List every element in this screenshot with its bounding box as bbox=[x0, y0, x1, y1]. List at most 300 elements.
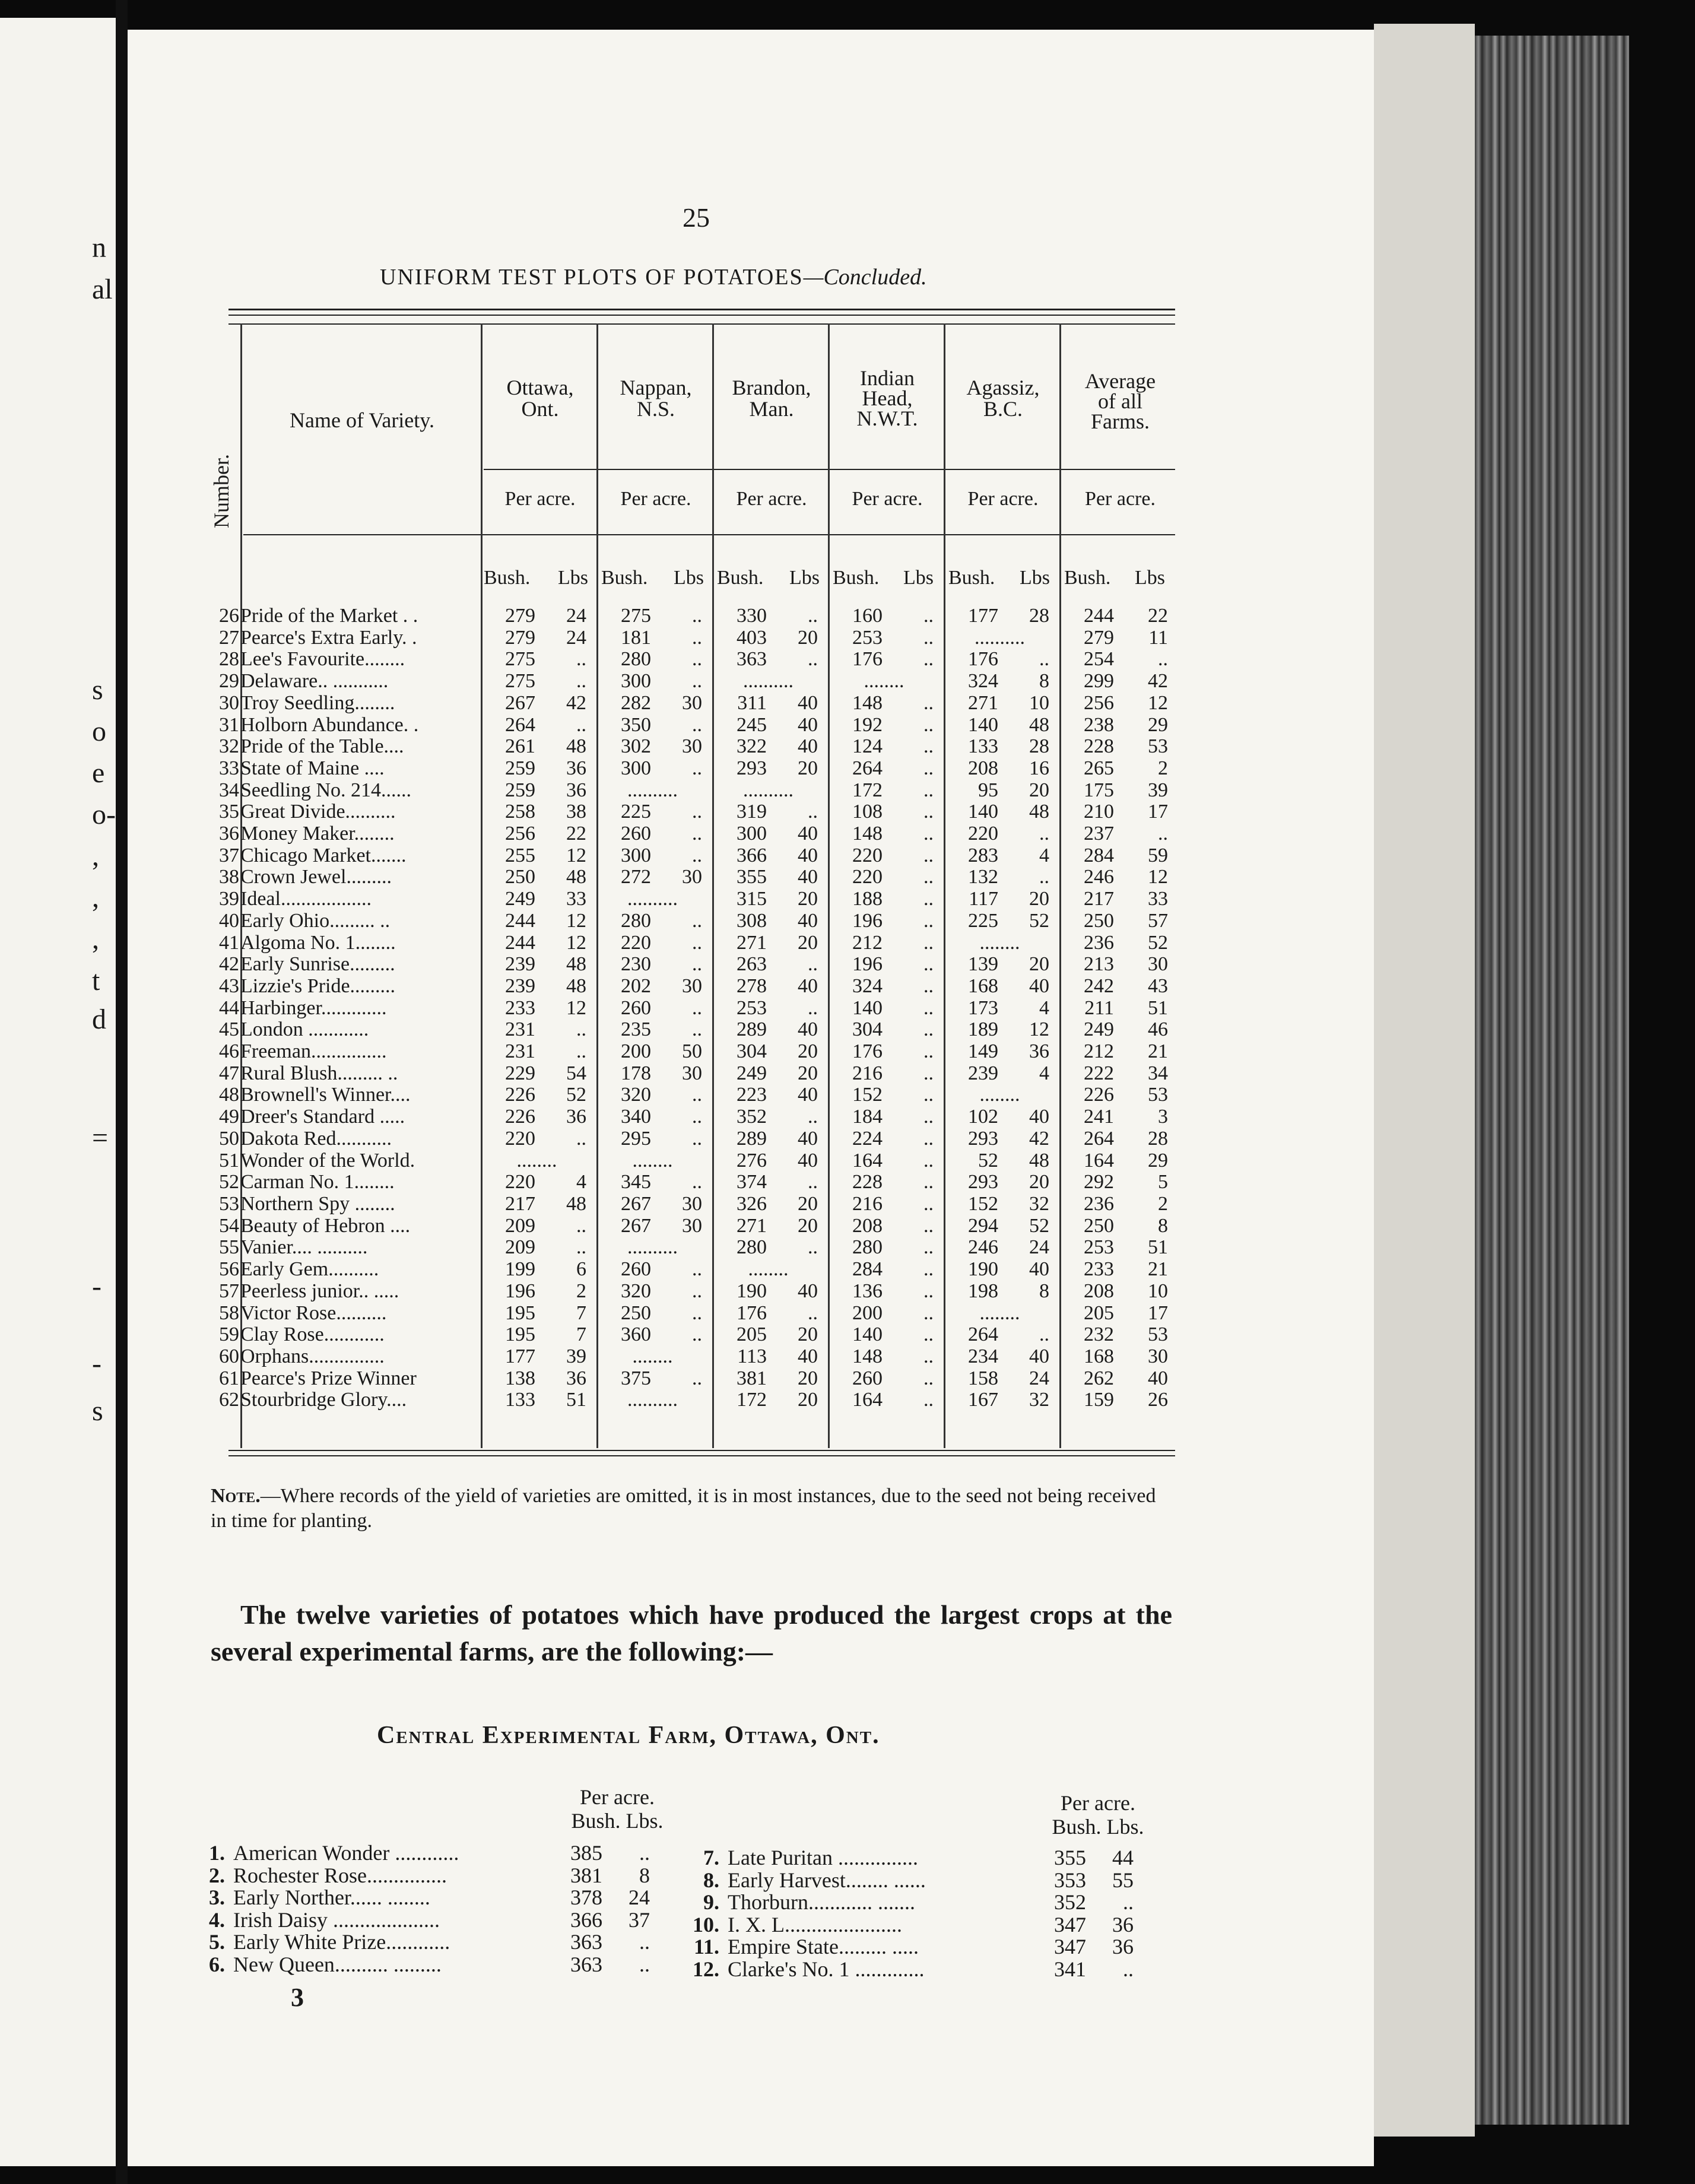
pounds-value: .. bbox=[923, 1214, 934, 1237]
table-row bbox=[211, 823, 1176, 845]
pounds-value: 42 bbox=[1029, 1127, 1049, 1150]
pounds-value: 8 bbox=[1039, 670, 1049, 693]
variety-name: Early White Prize............ bbox=[233, 1930, 450, 1954]
pounds-value: .. bbox=[923, 931, 934, 954]
pounds-value: 28 bbox=[1148, 1127, 1168, 1150]
bushels-value: 172 bbox=[737, 1389, 767, 1411]
pounds-value: 40 bbox=[798, 691, 818, 714]
variety-name: Early Norther...... ........ bbox=[233, 1885, 430, 1909]
pounds-value: .. bbox=[692, 1127, 702, 1150]
pounds-value: .. bbox=[923, 974, 934, 997]
row-number: 37 bbox=[219, 844, 239, 866]
bushels-value: 208 bbox=[968, 757, 998, 779]
pounds-value: 55 bbox=[1112, 1868, 1134, 1892]
variety-name: Brownell's Winner.... bbox=[240, 1084, 411, 1106]
pounds-value: 12 bbox=[1148, 866, 1168, 888]
bushels-value: 216 bbox=[852, 1062, 883, 1084]
variety-name: Dreer's Standard ..... bbox=[240, 1106, 405, 1128]
bushels-value: 190 bbox=[737, 1280, 767, 1302]
row-number: 42 bbox=[219, 953, 239, 976]
bushels-value: 279 bbox=[1084, 626, 1114, 649]
variety-name: Orphans............... bbox=[240, 1345, 385, 1367]
table-row bbox=[211, 1237, 1176, 1259]
bushels-value: 280 bbox=[621, 909, 651, 932]
bush-label: Bush. bbox=[484, 567, 531, 589]
bushels-value: 152 bbox=[968, 1192, 998, 1215]
pounds-value: 48 bbox=[566, 1192, 586, 1215]
pounds-value: 48 bbox=[566, 974, 586, 997]
variety-name: Ideal.................. bbox=[240, 888, 372, 910]
per-acre-label: Per acre. bbox=[620, 488, 691, 510]
bushels-value: 293 bbox=[968, 1127, 998, 1150]
row-number: 27 bbox=[219, 626, 239, 649]
rank-number: 3. bbox=[209, 1885, 225, 1909]
pounds-value: 44 bbox=[1112, 1846, 1134, 1869]
table-row bbox=[211, 649, 1176, 671]
bushels-value: 294 bbox=[968, 1214, 998, 1237]
row-number: 60 bbox=[219, 1345, 239, 1367]
left-page-fragment: al bbox=[92, 274, 113, 305]
variety-name: Victor Rose.......... bbox=[240, 1301, 387, 1324]
pounds-value: .. bbox=[692, 996, 702, 1019]
table-row bbox=[211, 1324, 1176, 1346]
bushels-value: 283 bbox=[968, 844, 998, 866]
pounds-value: .. bbox=[692, 801, 702, 823]
list-item bbox=[193, 1909, 650, 1932]
bushels-value: 264 bbox=[852, 757, 883, 779]
bushels-value: 244 bbox=[505, 931, 535, 954]
bushels-value: 228 bbox=[852, 1171, 883, 1193]
list-item bbox=[193, 1887, 650, 1909]
table-row bbox=[211, 1303, 1176, 1325]
left-page-fragment: e bbox=[92, 757, 105, 789]
row-number: 53 bbox=[219, 1192, 239, 1215]
pounds-value: .. bbox=[923, 1345, 934, 1367]
bushels-value: 261 bbox=[505, 735, 535, 758]
bushels-value: 189 bbox=[968, 1018, 998, 1041]
pounds-value: 30 bbox=[682, 866, 702, 888]
left-page-fragment: , bbox=[92, 882, 99, 913]
table-row bbox=[211, 1193, 1176, 1215]
bushels-value: 244 bbox=[505, 909, 535, 932]
bushels-value: 280 bbox=[737, 1236, 767, 1259]
top-varieties-list-left bbox=[193, 1842, 650, 1976]
pounds-value: .. bbox=[923, 866, 934, 888]
bushels-value: 175 bbox=[1084, 779, 1114, 801]
bushels-value: 217 bbox=[1084, 888, 1114, 910]
pounds-value: .. bbox=[808, 1171, 818, 1193]
bushels-value: .......... bbox=[627, 1236, 678, 1259]
pounds-value: 30 bbox=[682, 1214, 702, 1237]
bushels-value: 253 bbox=[852, 626, 883, 649]
row-number: 31 bbox=[219, 713, 239, 736]
variety-name: Rochester Rose............... bbox=[233, 1863, 447, 1887]
bushels-value: 177 bbox=[968, 605, 998, 627]
pounds-value: .. bbox=[1039, 1323, 1049, 1346]
pounds-value: .. bbox=[692, 1280, 702, 1302]
bushels-value: 299 bbox=[1084, 670, 1114, 693]
bushels-value: 275 bbox=[505, 648, 535, 671]
bushels-value: 148 bbox=[852, 823, 883, 845]
bushels-value: 176 bbox=[737, 1301, 767, 1324]
variety-name: Lee's Favourite........ bbox=[240, 648, 405, 671]
pounds-value: 17 bbox=[1148, 801, 1168, 823]
bushels-value: 260 bbox=[852, 1367, 883, 1389]
pounds-value: .. bbox=[923, 1236, 934, 1259]
row-number: 32 bbox=[219, 735, 239, 758]
bushels-value: 308 bbox=[737, 909, 767, 932]
pounds-value: 53 bbox=[1148, 1084, 1168, 1106]
header-average: Average of all Farms. bbox=[1084, 369, 1156, 433]
pounds-value: .. bbox=[1039, 823, 1049, 845]
pounds-value: 48 bbox=[1029, 801, 1049, 823]
table-note: Note.—Where records of the yield of varieties are omitted, it is in most instances, due to the seed not being received in time for planting. bbox=[211, 1485, 1156, 1532]
table-row bbox=[211, 1063, 1176, 1085]
pounds-value: .. bbox=[692, 1258, 702, 1281]
pounds-value: .. bbox=[923, 648, 934, 671]
pounds-value: 24 bbox=[1029, 1236, 1049, 1259]
row-number: 46 bbox=[219, 1040, 239, 1063]
bush-label: Bush. bbox=[1064, 567, 1111, 589]
pounds-value: 48 bbox=[566, 735, 586, 758]
pounds-value: 30 bbox=[682, 691, 702, 714]
variety-name: Empire State......... ..... bbox=[728, 1935, 919, 1958]
pounds-value: 53 bbox=[1148, 735, 1168, 758]
pounds-value: 40 bbox=[798, 909, 818, 932]
pounds-value: .. bbox=[576, 1127, 586, 1150]
bushels-value: .......... bbox=[627, 779, 678, 801]
row-number: 41 bbox=[219, 931, 239, 954]
pounds-value: 36 bbox=[1029, 1040, 1049, 1063]
bushels-value: 102 bbox=[968, 1106, 998, 1128]
bushels-value: 249 bbox=[737, 1062, 767, 1084]
pounds-value: .. bbox=[923, 691, 934, 714]
pounds-value: .. bbox=[808, 1301, 818, 1324]
pounds-value: .. bbox=[923, 1149, 934, 1172]
bushels-value: 265 bbox=[1084, 757, 1114, 779]
pounds-value: 24 bbox=[1029, 1367, 1049, 1389]
bushels-value: 217 bbox=[505, 1192, 535, 1215]
pounds-value: 40 bbox=[1029, 1106, 1049, 1128]
bushels-value: 176 bbox=[968, 648, 998, 671]
book-gutter bbox=[116, 0, 128, 2184]
pounds-value: 24 bbox=[566, 626, 586, 649]
pounds-value: 20 bbox=[798, 1367, 818, 1389]
pounds-value: 57 bbox=[1148, 909, 1168, 932]
page-number: 25 bbox=[683, 202, 710, 233]
bushels-value: ........ bbox=[979, 931, 1020, 954]
pounds-value: 40 bbox=[798, 1149, 818, 1172]
bushels-value: 320 bbox=[621, 1084, 651, 1106]
bushels-value: 52 bbox=[978, 1149, 998, 1172]
list-right-units: Bush. Lbs. bbox=[1052, 1815, 1144, 1839]
pounds-value: 30 bbox=[682, 1062, 702, 1084]
bushels-value: 352 bbox=[1054, 1890, 1086, 1914]
bushels-value: 140 bbox=[852, 996, 883, 1019]
pounds-value: .. bbox=[576, 670, 586, 693]
bushels-value: 241 bbox=[1084, 1106, 1114, 1128]
row-number: 28 bbox=[219, 648, 239, 671]
pounds-value: 34 bbox=[1148, 1062, 1168, 1084]
bushels-value: 271 bbox=[737, 931, 767, 954]
header-rule-bottom bbox=[243, 534, 1175, 535]
pounds-value: 51 bbox=[566, 1389, 586, 1411]
bushels-value: 244 bbox=[1084, 605, 1114, 627]
left-page-fragment: , bbox=[92, 923, 99, 955]
bushels-value: 192 bbox=[852, 713, 883, 736]
pounds-value: .. bbox=[1158, 823, 1168, 845]
pounds-value: 20 bbox=[798, 1323, 818, 1346]
title-suffix: —Concluded. bbox=[803, 265, 927, 290]
table-row bbox=[211, 1368, 1176, 1390]
row-number: 44 bbox=[219, 996, 239, 1019]
pounds-value: 51 bbox=[1148, 1236, 1168, 1259]
pounds-value: 29 bbox=[1148, 713, 1168, 736]
bushels-value: 200 bbox=[852, 1301, 883, 1324]
row-number: 33 bbox=[219, 757, 239, 779]
pounds-value: .. bbox=[923, 844, 934, 866]
pounds-value: .. bbox=[923, 1018, 934, 1041]
pounds-value: 29 bbox=[1148, 1149, 1168, 1172]
bushels-value: 176 bbox=[852, 1040, 883, 1063]
bushels-value: 279 bbox=[505, 626, 535, 649]
table-row bbox=[211, 1128, 1176, 1150]
pounds-value: 40 bbox=[798, 866, 818, 888]
pounds-value: 20 bbox=[798, 1040, 818, 1063]
pounds-value: 40 bbox=[1029, 1258, 1049, 1281]
header-indian-head: Indian Head, N.W.T. bbox=[856, 366, 918, 430]
pounds-value: 24 bbox=[629, 1885, 650, 1909]
left-page-fragment: o- bbox=[92, 799, 116, 830]
pounds-value: 39 bbox=[1148, 779, 1168, 801]
variety-name: Irish Daisy .................... bbox=[233, 1907, 440, 1932]
row-number: 49 bbox=[219, 1106, 239, 1128]
header-rule-top bbox=[228, 309, 1175, 310]
pounds-value: 20 bbox=[1029, 779, 1049, 801]
bushels-value: ........ bbox=[632, 1345, 673, 1367]
pounds-value: .. bbox=[692, 1367, 702, 1389]
row-number: 59 bbox=[219, 1323, 239, 1346]
bushels-value: 233 bbox=[1084, 1258, 1114, 1281]
bushels-value: 347 bbox=[1054, 1912, 1086, 1937]
left-page-fragment: , bbox=[92, 840, 99, 872]
bushels-value: 260 bbox=[621, 996, 651, 1019]
bushels-value: 168 bbox=[1084, 1345, 1114, 1367]
pounds-value: .. bbox=[923, 1280, 934, 1302]
bushels-value: 267 bbox=[621, 1214, 651, 1237]
pounds-value: .. bbox=[923, 823, 934, 845]
pounds-value: 20 bbox=[798, 1192, 818, 1215]
bushels-value: 250 bbox=[621, 1301, 651, 1324]
pounds-value: 36 bbox=[566, 1367, 586, 1389]
bushels-value: 366 bbox=[570, 1907, 602, 1932]
row-number: 57 bbox=[219, 1280, 239, 1302]
table-row bbox=[211, 932, 1176, 954]
bushels-value: 256 bbox=[1084, 691, 1114, 714]
pounds-value: .. bbox=[1123, 1957, 1134, 1981]
pounds-value: 43 bbox=[1148, 974, 1168, 997]
variety-name: Vanier.... .......... bbox=[240, 1236, 368, 1259]
row-number: 40 bbox=[219, 909, 239, 932]
number-column-header: Number. bbox=[210, 454, 233, 528]
bushels-value: 140 bbox=[852, 1323, 883, 1346]
pounds-value: .. bbox=[923, 1301, 934, 1324]
list-item bbox=[678, 1847, 1134, 1869]
pounds-value: 20 bbox=[798, 888, 818, 910]
bushels-value: 212 bbox=[852, 931, 883, 954]
pounds-value: 12 bbox=[566, 844, 586, 866]
pounds-value: 20 bbox=[798, 757, 818, 779]
variety-name: Seedling No. 214...... bbox=[240, 779, 412, 801]
bushels-value: 249 bbox=[505, 888, 535, 910]
row-number: 35 bbox=[219, 801, 239, 823]
pounds-value: .. bbox=[808, 953, 818, 976]
bushels-value: 209 bbox=[505, 1214, 535, 1237]
bushels-value: 226 bbox=[1084, 1084, 1114, 1106]
bushels-value: 212 bbox=[1084, 1040, 1114, 1063]
pounds-value: 30 bbox=[682, 1192, 702, 1215]
pounds-value: 36 bbox=[566, 1106, 586, 1128]
pounds-value: 28 bbox=[1029, 605, 1049, 627]
pounds-value: 52 bbox=[1148, 931, 1168, 954]
table-row bbox=[211, 605, 1176, 627]
pounds-value: .. bbox=[923, 953, 934, 976]
bushels-value: 196 bbox=[852, 953, 883, 976]
bushels-value: 280 bbox=[852, 1236, 883, 1259]
bushels-value: 255 bbox=[505, 844, 535, 866]
pounds-value: .. bbox=[692, 605, 702, 627]
bushels-value: 226 bbox=[505, 1106, 535, 1128]
bushels-value: 271 bbox=[737, 1214, 767, 1237]
header-ottawa: Ottawa, Ont. bbox=[506, 376, 574, 421]
variety-name: Money Maker........ bbox=[240, 823, 395, 845]
bushels-value: 220 bbox=[968, 823, 998, 845]
bushels-value: 363 bbox=[570, 1952, 602, 1976]
pounds-value: .. bbox=[692, 1323, 702, 1346]
bushels-value: 223 bbox=[737, 1084, 767, 1106]
bushels-value: 224 bbox=[852, 1127, 883, 1150]
bushels-value: 295 bbox=[621, 1127, 651, 1150]
left-page-fragment: s bbox=[92, 674, 103, 706]
pounds-value: 21 bbox=[1148, 1040, 1168, 1063]
pounds-value: .. bbox=[923, 626, 934, 649]
pounds-value: 12 bbox=[566, 909, 586, 932]
bushels-value: 275 bbox=[621, 605, 651, 627]
bushels-value: 239 bbox=[505, 974, 535, 997]
bushels-value: 190 bbox=[968, 1258, 998, 1281]
table-row bbox=[211, 1106, 1176, 1128]
table-row bbox=[211, 801, 1176, 823]
header-brandon: Brandon, Man. bbox=[732, 376, 811, 421]
bushels-value: 264 bbox=[505, 713, 535, 736]
bushels-value: 164 bbox=[1084, 1149, 1114, 1172]
book-fore-edge bbox=[1475, 36, 1629, 2125]
bushels-value: 205 bbox=[737, 1323, 767, 1346]
pounds-value: 4 bbox=[576, 1171, 586, 1193]
bushels-value: 225 bbox=[968, 909, 998, 932]
bushels-value: 381 bbox=[570, 1863, 602, 1887]
bushels-value: 264 bbox=[968, 1323, 998, 1346]
bushels-value: 222 bbox=[1084, 1062, 1114, 1084]
table-row bbox=[211, 976, 1176, 998]
bushels-value: 220 bbox=[505, 1127, 535, 1150]
bushels-value: 159 bbox=[1084, 1389, 1114, 1411]
pounds-value: .. bbox=[1039, 648, 1049, 671]
pounds-value: 20 bbox=[1029, 1171, 1049, 1193]
bushels-value: 360 bbox=[621, 1323, 651, 1346]
rank-number: 4. bbox=[209, 1907, 225, 1932]
bushels-value: 381 bbox=[737, 1367, 767, 1389]
pounds-value: .. bbox=[923, 1323, 934, 1346]
bushels-value: .......... bbox=[975, 626, 1025, 649]
bushels-value: 195 bbox=[505, 1323, 535, 1346]
row-number: 62 bbox=[219, 1389, 239, 1411]
pounds-value: 40 bbox=[798, 1127, 818, 1150]
farm-heading: Central Experimental Farm, Ottawa, Ont. bbox=[377, 1722, 880, 1749]
bushels-value: .......... bbox=[627, 1389, 678, 1411]
pounds-value: .. bbox=[923, 779, 934, 801]
pounds-value: .. bbox=[692, 953, 702, 976]
row-number: 58 bbox=[219, 1301, 239, 1324]
pounds-value: .. bbox=[576, 1040, 586, 1063]
table-row bbox=[211, 1084, 1176, 1106]
pounds-value: 48 bbox=[1029, 713, 1049, 736]
intro-paragraph: The twelve varieties of potatoes which have produced the largest crops at the several experimental farms, are the following:— bbox=[211, 1599, 1172, 1666]
bushels-value: 260 bbox=[621, 1258, 651, 1281]
bushels-value: 330 bbox=[737, 605, 767, 627]
bushels-value: 213 bbox=[1084, 953, 1114, 976]
variety-name: Clay Rose............ bbox=[240, 1323, 385, 1346]
bushels-value: 220 bbox=[505, 1171, 535, 1193]
name-column-header: Name of Variety. bbox=[290, 408, 434, 432]
pounds-value: 6 bbox=[576, 1258, 586, 1281]
pounds-value: 26 bbox=[1148, 1389, 1168, 1411]
row-number: 29 bbox=[219, 670, 239, 693]
variety-name: Late Puritan ............... bbox=[728, 1846, 918, 1869]
bushels-value: 345 bbox=[621, 1171, 651, 1193]
bushels-value: 108 bbox=[852, 801, 883, 823]
pounds-value: .. bbox=[692, 1106, 702, 1128]
bushels-value: 267 bbox=[621, 1192, 651, 1215]
pounds-value: 42 bbox=[1148, 670, 1168, 693]
bushels-value: 292 bbox=[1084, 1171, 1114, 1193]
variety-name: Holborn Abundance. . bbox=[240, 713, 419, 736]
bushels-value: 160 bbox=[852, 605, 883, 627]
table-row bbox=[211, 1281, 1176, 1303]
bushels-value: 208 bbox=[1084, 1280, 1114, 1302]
variety-name: Northern Spy ........ bbox=[240, 1192, 395, 1215]
pounds-value: 52 bbox=[1029, 909, 1049, 932]
bushels-value: 220 bbox=[621, 931, 651, 954]
bushels-value: 289 bbox=[737, 1018, 767, 1041]
bushels-value: ........ bbox=[979, 1301, 1020, 1324]
variety-name: Delaware.. ........... bbox=[240, 670, 389, 693]
bushels-value: 173 bbox=[968, 996, 998, 1019]
row-number: 52 bbox=[219, 1171, 239, 1193]
pounds-value: 40 bbox=[798, 1280, 818, 1302]
table-row bbox=[211, 888, 1176, 910]
pounds-value: 4 bbox=[1039, 996, 1049, 1019]
rank-number: 7. bbox=[703, 1846, 719, 1869]
row-number: 51 bbox=[219, 1149, 239, 1172]
pounds-value: .. bbox=[923, 1084, 934, 1106]
variety-name: London ............ bbox=[240, 1018, 369, 1041]
pounds-value: 16 bbox=[1029, 757, 1049, 779]
bushels-value: 253 bbox=[1084, 1236, 1114, 1259]
pounds-value: 30 bbox=[682, 974, 702, 997]
adjacent-page bbox=[0, 18, 116, 2166]
pounds-value: 12 bbox=[1029, 1018, 1049, 1041]
